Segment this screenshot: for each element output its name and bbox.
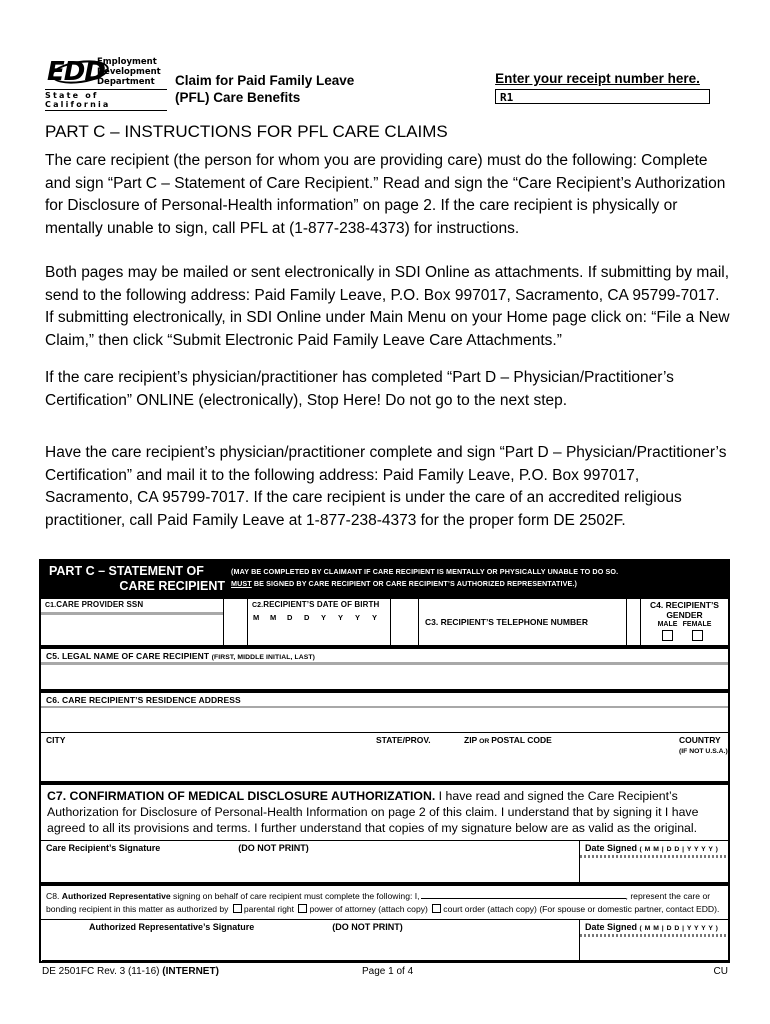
receipt-number-input[interactable]: R1 (495, 89, 710, 104)
c7-do-not-print: (DO NOT PRINT) (238, 843, 309, 854)
c8-date-label (580, 920, 728, 934)
c8-option-2-label: power of attorney (attach copy) (309, 904, 428, 915)
dob-letter: D (287, 613, 293, 622)
c6-label (41, 693, 728, 706)
spacer-cell-3 (626, 599, 640, 645)
c8-date-label-text: Date Signed (585, 922, 638, 933)
edd-acronym (45, 58, 105, 86)
c7-body: I have read and signed the Care Recipient’s Authorization for Disclosure of Personal-Health Information on page 2 of this claim. I understand that by signing it I have agreed to all its provisions and terms. I further understand that copies of my signature below are as valid as the original. (47, 789, 699, 835)
c6-street-input-area[interactable] (41, 708, 728, 732)
c1-label-text: CARE PROVIDER SSN (56, 600, 144, 609)
c8-option-1-label: parental right (243, 904, 295, 915)
gender-option-male[interactable] (658, 621, 678, 641)
c8-signature-row (41, 919, 728, 961)
form-note-line-2-rest: BE SIGNED BY CARE RECIPIENT OR CARE RECIPIENT’S AUTHORIZED REPRESENTATIVE.) (251, 579, 577, 588)
c4-label-text: RECIPIENT’S GENDER (665, 600, 719, 620)
footer-internet-tag: (INTERNET) (162, 966, 219, 977)
c6-city-input-area[interactable] (41, 757, 728, 781)
c7-signature-label (41, 841, 579, 855)
c8-date-cell[interactable] (579, 920, 728, 961)
instruction-paragraph-1: The care recipient (the person for whom you are providing care) must do the following: Complete and sign “Part C – Statement of Care Recipient.” Read and sign the “Care Recipient’s Authorization for Disclosure of Personal-Health information” on page 2. If the care recipient is physically or mentally unable to sign, call PFL at (1-877-238-4373) for instructions. (45, 152, 726, 237)
edd-agency-name (97, 57, 161, 87)
c7-text (41, 785, 728, 840)
spacer-cell-2 (390, 599, 418, 645)
c5-hint: (FIRST, MIDDLE INITIAL, LAST) (211, 654, 315, 661)
dob-letter: Y (355, 613, 361, 622)
c7-signature-row (41, 840, 728, 882)
claim-title-line-2: (PFL) Care Benefits (175, 90, 301, 105)
c6-label-text: CARE RECIPIENT’S RESIDENCE ADDRESS (62, 694, 241, 705)
c8-date-format: ( M M | D D | Y Y Y Y ) (639, 925, 719, 933)
instruction-paragraph-3: If the care recipient’s physician/practitioner has completed “Part D – Physician/Practitioner’s Certification” ONLINE (electronically), Stop Here! Do not go to the next step. (45, 369, 674, 409)
instruction-paragraph-2: Both pages may be mailed or sent electronically in SDI Online as attachments. If submitting by mail, send to the following address: Paid Family Leave, P.O. Box 997017, Sacramento, CA 95799-7017. If submitting electronically, in SDI Online under Main Menu on your Home page click on: “File a New Claim,” then click “Submit Electronic Paid Family Leave Care Attachments.” (45, 264, 730, 349)
c2-input-area[interactable] (248, 622, 390, 644)
city-label: CITY (46, 735, 66, 745)
footer-code: CU (713, 966, 728, 977)
c6-number: C6. (46, 694, 60, 705)
c8-do-not-print: (DO NOT PRINT) (332, 922, 403, 933)
form-section-title (41, 564, 231, 594)
dob-letter: M (253, 613, 260, 622)
c8-signature-input-area[interactable] (41, 934, 579, 958)
c5-label-text: LEGAL NAME OF CARE RECIPIENT (62, 651, 210, 661)
state-label: STATE/PROV. (376, 735, 431, 745)
field-c7-medical-disclosure (41, 785, 728, 882)
c4-number: C4. (650, 600, 664, 610)
c7-date-format: ( M M | D D | Y Y Y Y ) (639, 846, 719, 854)
instruction-paragraph-4: Have the care recipient’s physician/practitioner complete and sign “Part D – Physician/Practitioner’s Certification” and mail it to the following address: Paid Family Leave, P.O. Box 997017, Sacramento, CA 95799-7017. If the care recipient is under the care of an accredited religious practitioner, call Paid Family Leave at 1-877-238-4373 for the proper form DE 2502F. (45, 444, 727, 529)
country-label (679, 735, 728, 755)
female-label: FEMALE (682, 621, 712, 628)
claim-title (175, 72, 405, 106)
dob-letter: Y (372, 613, 378, 622)
female-checkbox[interactable] (692, 630, 703, 641)
court-order-checkbox[interactable] (432, 904, 441, 913)
c8-name-input[interactable] (421, 889, 626, 899)
zip-label-or: OR (477, 738, 492, 745)
c6-address-sublabels (41, 732, 728, 757)
c8-bold-lead: Authorized Representative (61, 891, 171, 902)
parental-right-checkbox[interactable] (233, 904, 242, 913)
spacer-cell-1 (223, 599, 247, 645)
dob-letter: Y (321, 613, 327, 622)
c8-signature-label-text: Authorized Representative’s Signature (89, 922, 255, 933)
c8-text-b: , represent the care or bonding recipient in this matter as authorized by (46, 891, 711, 915)
form-row-c1-c4 (41, 598, 728, 645)
footer-form-id (42, 966, 342, 977)
field-c8-authorized-representative (41, 886, 728, 961)
field-c3-telephone-number[interactable] (418, 599, 626, 645)
c2-label (248, 599, 390, 612)
page-footer (42, 960, 728, 977)
c8-date-input-area[interactable] (580, 937, 728, 961)
c8-text-c: (For spouse or domestic partner, contact EDD). (539, 904, 720, 915)
c2-label-text: RECIPIENT’S DATE OF BIRTH (263, 600, 380, 609)
edd-state-label: State of California (45, 89, 167, 111)
gender-option-female[interactable] (683, 621, 712, 641)
c1-number: C1. (45, 602, 57, 609)
zip-label (464, 735, 679, 755)
c7-date-label-text: Date Signed (585, 843, 638, 854)
dob-letter: Y (338, 613, 344, 622)
field-c5-legal-name[interactable] (41, 649, 728, 689)
c7-signature-cell[interactable] (41, 841, 579, 882)
form-note-line-1: (MAY BE COMPLETED BY CLAIMANT IF CARE RECIPIENT IS MENTALLY OR PHYSICALLY UNABLE TO DO SO. (231, 567, 619, 576)
male-checkbox[interactable] (662, 630, 673, 641)
receipt-number-group (460, 71, 735, 104)
country-label-text: COUNTRY (679, 735, 721, 745)
field-c6-residence-address[interactable] (41, 693, 728, 782)
form-section-title-line-1: PART C – STATEMENT OF (49, 564, 204, 578)
footer-form-id-text: DE 2501FC Rev. 3 (11-16) (42, 966, 163, 977)
zip-label-bold2: POSTAL CODE (491, 735, 552, 745)
dob-letter: M (270, 613, 277, 622)
c7-signature-label-text: Care Recipient’s Signature (46, 843, 161, 854)
form-section-title-line-2: CARE RECIPIENT (119, 579, 225, 593)
c7-date-cell[interactable] (579, 841, 728, 882)
field-c2-date-of-birth[interactable] (247, 599, 390, 645)
zip-label-bold1: ZIP (464, 735, 478, 745)
page-title: PART C – INSTRUCTIONS FOR PFL CARE CLAIMS (45, 122, 448, 141)
agency-line-2: Development (97, 67, 161, 77)
footer-page-number: Page 1 of 4 (362, 966, 414, 977)
c2-date-format-letters (248, 613, 390, 622)
form-section-header (41, 561, 728, 598)
c1-label (41, 599, 223, 612)
c8-number: C8. (46, 891, 60, 902)
c5-label (41, 649, 728, 662)
c5-number: C5. (46, 651, 60, 661)
c2-number: C2. (252, 602, 264, 609)
male-label: MALE (657, 621, 678, 628)
c7-signature-input-area[interactable] (41, 855, 579, 879)
receipt-number-label: Enter your receipt number here. (495, 71, 700, 86)
must-emphasis: MUST (231, 579, 252, 588)
edd-acronym-text: EDD (47, 57, 105, 87)
edd-logo (45, 57, 170, 109)
c7-date-input-area[interactable] (580, 858, 728, 882)
document-header (45, 58, 735, 116)
c3-label (419, 617, 588, 627)
field-c1-care-provider-ssn[interactable] (41, 599, 223, 645)
c4-label (641, 599, 728, 620)
c8-text (41, 886, 728, 919)
c8-signature-label (41, 920, 579, 934)
form-section-note (231, 564, 728, 594)
agency-line-1: Employment (97, 57, 157, 67)
c8-text-a: signing on behalf of care recipient must complete the following: I, (170, 891, 420, 902)
c1-input-area[interactable] (41, 615, 223, 637)
form-note-line-2 (231, 578, 728, 590)
dob-letter: D (304, 613, 310, 622)
claim-title-line-1: Claim for Paid Family Leave (175, 73, 355, 88)
country-hint: (IF NOT U.S.A.) (679, 748, 728, 755)
c8-option-3-label: court order (attach copy) (443, 904, 537, 915)
c4-options (641, 620, 728, 641)
c3-label-text: RECIPIENT’S TELEPHONE NUMBER (440, 617, 588, 627)
agency-line-3: Department (97, 77, 155, 87)
c8-signature-cell[interactable] (41, 920, 579, 961)
c5-input-area[interactable] (41, 665, 728, 689)
field-c4-recipient-gender[interactable] (640, 599, 728, 645)
power-of-attorney-checkbox[interactable] (298, 904, 307, 913)
c7-date-label (580, 841, 728, 855)
part-c-form (39, 559, 730, 963)
c7-heading: C7. CONFIRMATION OF MEDICAL DISCLOSURE AUTHORIZATION. (47, 789, 436, 803)
c3-number: C3. (425, 617, 439, 627)
